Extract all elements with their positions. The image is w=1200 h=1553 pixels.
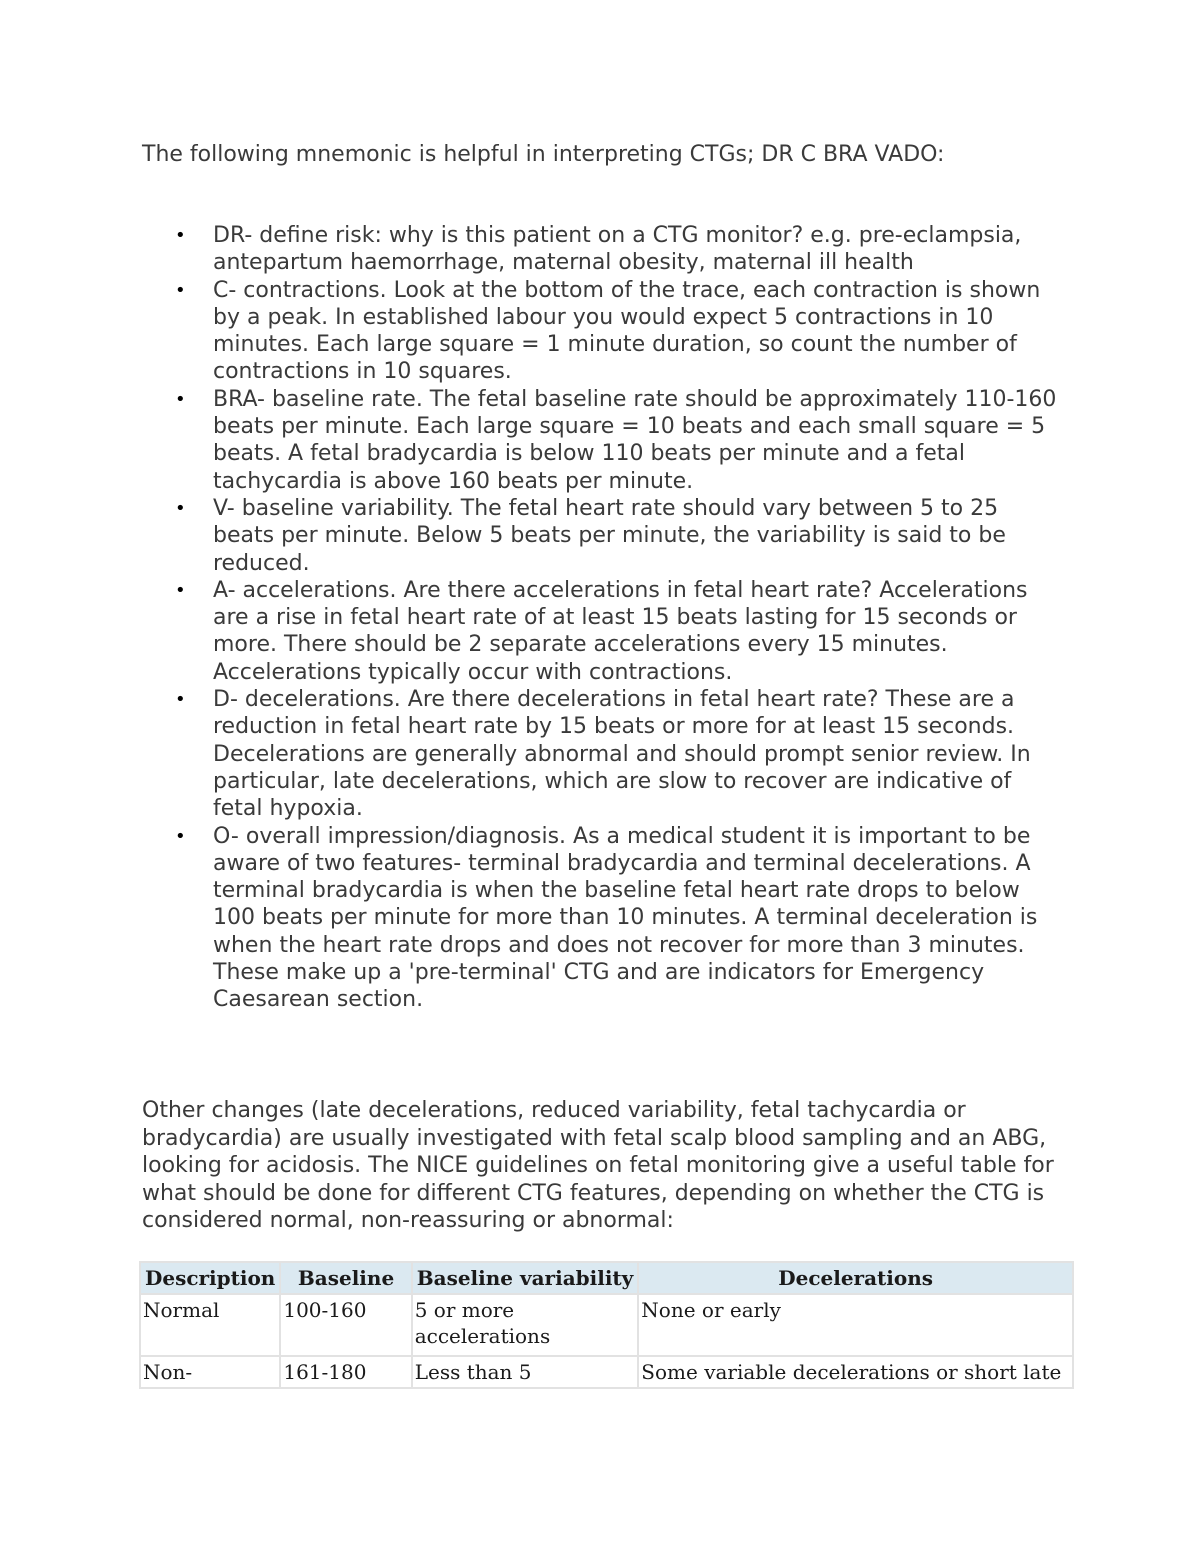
column-header-description: Description xyxy=(141,1263,279,1293)
bullet-icon: • xyxy=(175,279,186,301)
bullet-icon: • xyxy=(175,689,186,711)
intro-paragraph: The following mnemonic is helpful in interpreting CTGs; DR C BRA VADO: xyxy=(142,142,945,167)
column-header-baseline-variability: Baseline variability xyxy=(413,1263,638,1293)
list-item xyxy=(142,277,1062,386)
other-changes-paragraph: Other changes (late decelerations, reduced variability, fetal tachycardia or bradycardia) are usually investigated with fetal scalp blood sampling and an ABG, looking for acidosis. The NICE guidelines on fetal monitoring give a useful table for what should be done for different CTG features, depending on whether the CTG is considered normal, non-reassuring or abnormal: xyxy=(142,1098,1054,1233)
bullet-icon: • xyxy=(175,225,186,246)
list-item-text: BRA- baseline rate. The fetal baseline rate should be approximately 110-160 beats per minute. Each large square = 10 beats and each small square = 5 beats. A fetal bradycardia is below 110 beats per minute and a fetal tachycardia is above 160 beats per minute. xyxy=(213,386,1057,494)
table-cell: Some variable decelerations or short late xyxy=(639,1357,1072,1387)
table-cell: 161-180 xyxy=(281,1357,410,1387)
table-row xyxy=(141,1295,1072,1355)
list-item-text: D- decelerations. Are there decelerations in fetal heart rate? These are a reduction in fetal heart rate by 15 beats or more for at least 15 seconds. Decelerations are generally abnormal and should prompt senior review. In particular, late decelerations, which are slow to recover are indicative of fetal hypoxia. xyxy=(213,687,1031,822)
table-cell: Less than 5 xyxy=(413,1357,638,1387)
list-item-text: C- contractions. Look at the bottom of the trace, each contraction is shown by a peak. In established labour you would expect 5 contractions in 10 minutes. Each large square = 1 minute duration, so count the number of contractions in 10 squares. xyxy=(213,277,1041,385)
list-item xyxy=(142,495,1062,577)
list-item-text: A- accelerations. Are there accelerations in fetal heart rate? Accelerations are a rise in fetal heart rate of at least 15 beats lasting for 15 seconds or more. There should be 2 separate accelerations every 15 minutes. Accelerations typically occur with contractions. xyxy=(213,577,1028,685)
list-item xyxy=(142,222,1062,277)
table-cell: 5 or more accelerations xyxy=(413,1295,638,1355)
list-item xyxy=(142,386,1062,495)
table-cell: 100-160 xyxy=(281,1295,410,1355)
mnemonic-list xyxy=(142,222,1062,1014)
bullet-icon: • xyxy=(175,825,186,847)
table-cell: None or early xyxy=(639,1295,1072,1355)
list-item-text: DR- define risk: why is this patient on a CTG monitor? e.g. pre-eclampsia, antepartum haemorrhage, maternal obesity, maternal ill health xyxy=(213,223,1022,276)
column-header-baseline: Baseline xyxy=(281,1263,410,1293)
list-item xyxy=(142,823,1062,1014)
table-cell: Non- xyxy=(141,1357,279,1387)
table-row xyxy=(141,1357,1072,1387)
list-item xyxy=(142,686,1062,822)
list-item-text: O- overall impression/diagnosis. As a medical student it is important to be aware of two features- terminal bradycardia and terminal decelerations. A terminal bradycardia is when the baseline fetal heart rate drops to below 100 beats per minute for more than 10 minutes. A terminal deceleration is when the heart rate drops and does not recover for more than 3 minutes. These make up a 'pre-terminal' CTG and are indicators for Emergency Caesarean section. xyxy=(213,823,1038,1013)
table-header-row xyxy=(141,1263,1072,1293)
list-item-text: V- baseline variability. The fetal heart rate should vary between 5 to 25 beats per minute. Below 5 beats per minute, the variability is said to be reduced. xyxy=(213,495,1006,576)
nice-ctg-table xyxy=(139,1261,1074,1389)
table-cell: Normal xyxy=(141,1295,279,1355)
column-header-decelerations: Decelerations xyxy=(639,1263,1072,1293)
list-item xyxy=(142,577,1062,686)
bullet-icon: • xyxy=(175,497,186,519)
bullet-icon: • xyxy=(175,388,186,410)
bullet-icon: • xyxy=(175,579,186,601)
